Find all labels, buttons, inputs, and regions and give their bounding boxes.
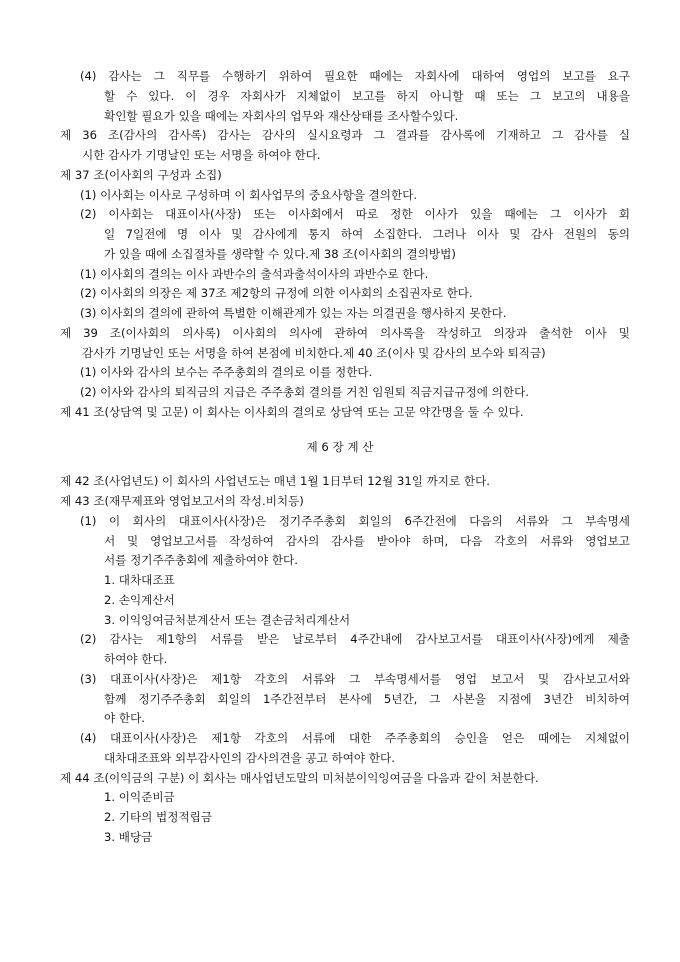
text-line: 하여야 한다. [104, 652, 168, 666]
text-line: 야 한다. [104, 711, 145, 726]
text-line: 제 39 조(이사회의 의사록) 이사회의 의사에 관하여 의사록을 작성하고 의장과 출석한 이사 및 [60, 325, 630, 340]
text-line: 2. 기타의 법정적립금 [104, 810, 213, 824]
text-line: (3) 이사회의 결의에 관하여 특별한 이해관계가 있는 자는 의결권을 행사하지 못한다. [80, 306, 507, 320]
text-line: (4) 대표이사(사장)은 제1항 각호의 서류에 대한 주주총회의 승인을 얻은 때에는 지체없이 [80, 731, 630, 745]
text-line: 시한 감사가 기명날인 또는 서명을 하여야 한다. [82, 148, 321, 162]
text-line: (2) 감사는 제1항의 서류를 받은 날로부터 4주간내에 감사보고서를 대표이사(사장)에게 제출 [80, 632, 630, 647]
text-line: (1) 이사회는 이사로 구성하며 이 회사업무의 중요사항을 결의한다. [80, 187, 418, 202]
text-line: 일 7일전에 명 이사 및 감사에게 통지 하여 소집한다. 그러나 이사 및 감사 전원의 동의 [104, 227, 630, 241]
text-line: (1) 이사와 감사의 보수는 주주총회의 결의로 이를 정한다. [80, 365, 373, 380]
text-line: (2) 이사회는 대표이사(사장) 또는 이사회에서 따로 정한 이사가 있을 때에는 그 이사가 회 [80, 207, 630, 222]
text-line: 1. 대차대조표 [104, 573, 175, 587]
text-line: 확인할 필요가 있을 때에는 자회사의 업무와 재산상태를 조사할수있다. [104, 108, 459, 123]
text-line: 제 36 조(감사의 감사록) 감사는 감사의 실시요령과 그 결과를 감사록에 기재하고 그 감사를 실 [60, 128, 630, 143]
text-line: 제 44 조(이익금의 구분) 이 회사는 매사업년도말의 미처분이익잉여금을 다음과 같이 처분한다. [60, 770, 539, 785]
text-line: 가 있을 때에 소집절차를 생략할 수 있다.제 38 조(이사회의 결의방법) [104, 246, 456, 261]
text-line: 3. 이익잉여금처분계산서 또는 결손금처리계산서 [104, 612, 351, 627]
text-line: 제 42 조(사업년도) 이 회사의 사업년도는 매년 1월 1日부터 12월 31일 까지로 한다. [60, 474, 490, 489]
text-line: 제 41 조(상담역 및 고문) 이 회사는 이사회의 결의로 상담역 또는 고문 약간명을 둘 수 있다. [60, 404, 524, 419]
text-line: 서 및 영업보고서를 작성하여 감사의 감사를 받아야 하며, 다음 각호의 서류와 영업보고 [104, 533, 630, 548]
text-line: 할 수 있다. 이 경우 자회사가 지체없이 보고를 하지 아니할 때 또는 그 보고의 내용을 [104, 88, 630, 103]
text-line: 대차대조표와 외부감사인의 감사의견을 공고 하여야 한다. [104, 750, 395, 765]
text-line: 서를 정기주주총회에 제출하여야 한다. [104, 553, 298, 568]
text-line: (4) 감사는 그 직무를 수행하기 위하여 필요한 때에는 자회사에 대하여 영업의 보고를 요구 [80, 69, 630, 83]
text-line: 3. 배당금 [104, 829, 153, 844]
text-line: 제 37 조(이사회의 구성과 소집) [60, 167, 222, 182]
text-line: 제 43 조(재무제표와 영업보고서의 작성.비치등) [60, 494, 304, 508]
text-line: 감사가 기명날인 또는 서명을 하여 본점에 비치한다.제 40 조(이사 및 감사의 보수와 퇴직금) [82, 345, 546, 360]
text-line: (2) 이사회의 의장은 제 37조 제2항의 규정에 의한 이사회의 소집권자로 한다. [80, 286, 473, 301]
text-line: 1. 이익준비금 [104, 790, 175, 805]
text-line: (2) 이사와 감사의 퇴직금의 지급은 주주총회 결의를 거친 임원퇴 직금지급규정에 의한다. [80, 385, 529, 399]
text-line: (1) 이사회의 결의는 이사 과반수의 출석과출석이사의 과반수로 한다. [80, 266, 429, 281]
chapter-heading: 제 6 장 계 산 [306, 439, 374, 454]
text-line: (3) 대표이사(사장)은 제1항 각호의 서류와 그 부속명세서를 영업 보고서 및 감사보고서와 [80, 671, 630, 686]
text-line: 함께 정기주주총회 회일의 1주간전부터 본사에 5년간, 그 사본을 지점에 3년간 비치하여 [104, 691, 630, 706]
text-line: (1) 이 회사의 대표이사(사장)은 정기주주총회 회일의 6주간전에 다음의 서류와 그 부속명세 [80, 513, 630, 528]
text-line: 2. 손익계산서 [104, 592, 175, 607]
